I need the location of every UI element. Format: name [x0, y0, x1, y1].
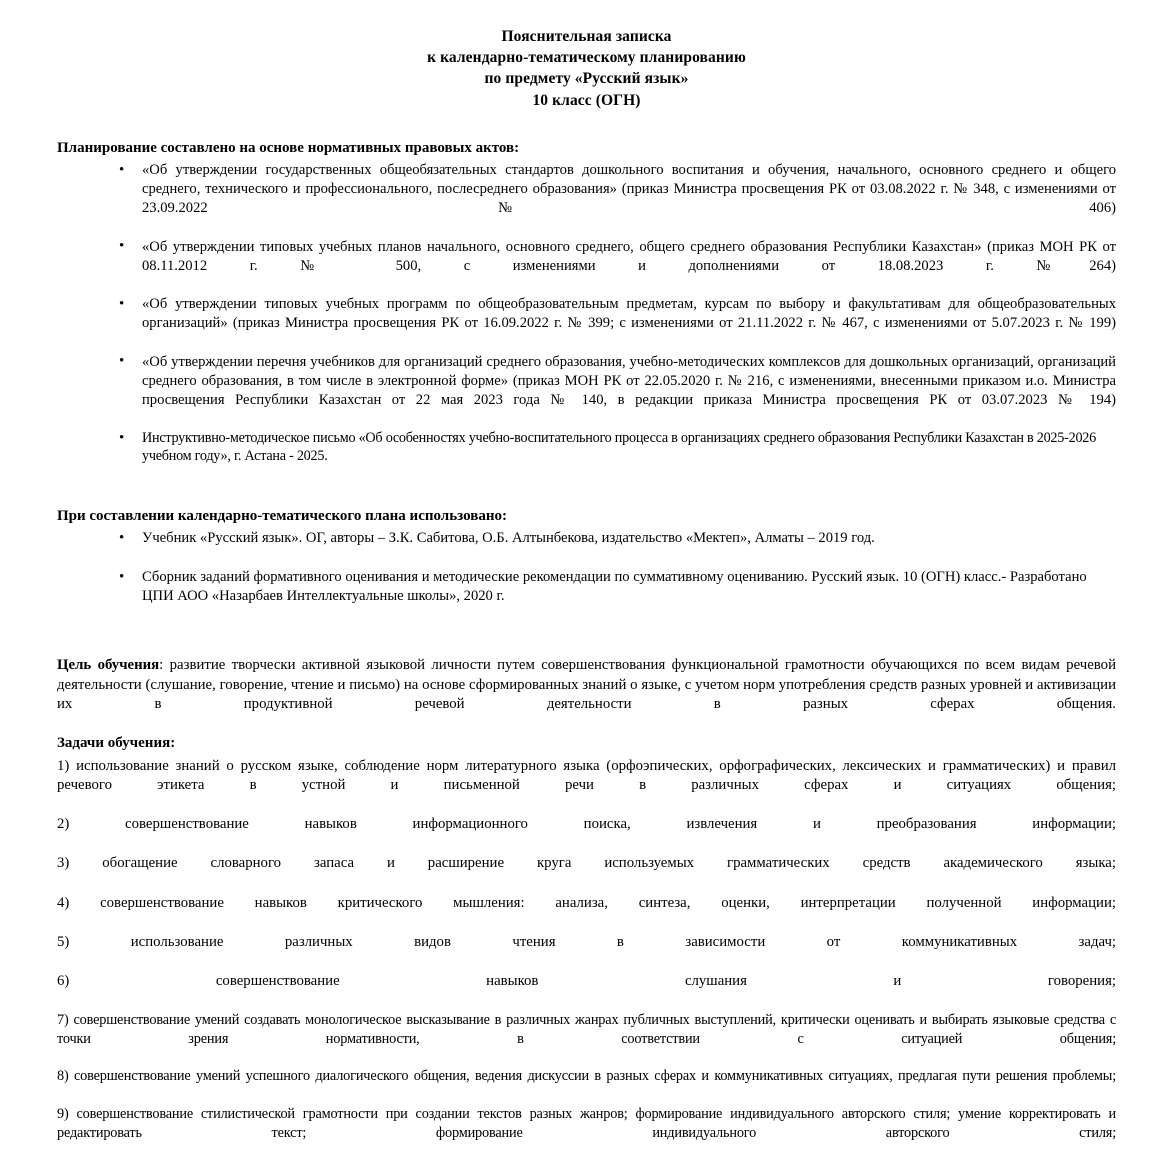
list-item: 9) совершенствование стилистической грамотности при создании текстов разных жанров; формирование индивидуального авторского стиля; умение корректировать и редактировать текст; формирование индивидуального авторского стиля; — [57, 1106, 1116, 1141]
list-item: 3) обогащение словарного запаса и расширение круга используемых грамматических средств академического языка; — [57, 855, 1116, 872]
sources-used-list — [57, 529, 1116, 625]
title-line-1: Пояснительная записка — [501, 28, 672, 45]
section-heading-learning-tasks: Задачи обучения: — [57, 735, 176, 752]
list-item: • Инструктивно-методическое письмо «Об особенностях учебно-воспитательного процесса в организациях среднего образования Республики Казахстан в 2025-2026 учебном году», г. Астана - 2025. — [57, 429, 1116, 484]
section-learning-tasks — [57, 734, 1116, 1161]
learning-tasks-list — [57, 757, 1116, 1162]
normative-acts-list — [57, 161, 1116, 484]
list-item: • «Об утверждении типовых учебных планов начального, основного среднего, общего среднего образования Республики Казахстан» (приказ МОН РК от 08.11.2012 г. № 500, с изменениями и дополнениями от 18.08.2023 г. №264) — [57, 238, 1116, 295]
list-item: • Сборник заданий формативного оценивания и методические рекомендации по суммативному оцениванию. Русский язык. 10 (ОГН) класс.- Разработано ЦПИ АОО «Назарбаев Интеллектуальные школы», 2020 г. — [57, 568, 1116, 625]
section-heading-sources-used: При составлении календарно-тематического плана использовано: — [57, 507, 507, 524]
section-sources-used — [57, 507, 1116, 625]
list-item: 5) использование различных видов чтения в зависимости от коммуникативных задач; — [57, 933, 1116, 950]
page-title — [57, 26, 1116, 111]
list-item: • Учебник «Русский язык». ОГ, авторы – З.К. Сабитова, О.Б. Алтынбекова, издательство «Мектеп», Алматы – 2019 год. — [57, 529, 1116, 567]
learning-goal-text: : развитие творчески активной языковой личности путем совершенствования функциональной грамотности обучающихся по всем видам речевой деятельности (слушание, говорение, чтение и письмо) на основе сформированных знаний о языке, с учетом норм употребления средств разных уровней и активизации их в продуктивной речевой деятельности в разных сферах общения. — [57, 657, 1116, 713]
spacer — [57, 626, 1116, 656]
section-learning-goal — [57, 656, 1116, 734]
title-line-3: по предмету «Русский язык» — [484, 70, 689, 88]
list-item: • «Об утверждении государственных общеобязательных стандартов дошкольного воспитания и обучения, начального, основного среднего и общего среднего, технического и профессионального, послесреднего образования» (приказ Министра просвещения РК от 03.08.2022 г. № 348, с изменениями от 23.09.2022 № 406) — [57, 161, 1116, 237]
spacer — [57, 485, 1116, 507]
list-item: • «Об утверждении перечня учебников для организаций среднего образования, учебно-методических комплексов для дошкольных организаций, организаций среднего образования, в том числе в электронной форме» (приказ МОН РК от 22.05.2020 г. № 216, с изменениями, внесенными приказом и.о. Министра просвещения Республики Казахстан от 22 мая 2023 года № 140, в редакции приказа Министра просвещения РК от 03.07.2023 № 194) — [57, 353, 1116, 429]
section-normative-acts — [57, 139, 1116, 484]
learning-goal-paragraph — [57, 656, 1116, 734]
title-line-2: к календарно-тематическому планированию — [427, 49, 746, 67]
learning-goal-label: Цель обучения — [57, 657, 160, 674]
list-item: 2) совершенствование навыков информационного поиска, извлечения и преобразования информации; — [57, 816, 1116, 833]
list-item: 8) совершенствование умений успешного диалогического общения, ведения дискуссии в разных сферах и коммуникативных ситуациях, предлагая пути решения проблемы; — [57, 1068, 1116, 1085]
section-heading-normative-acts: Планирование составлено на основе нормативных правовых актов: — [57, 139, 520, 156]
list-item: 1) использование знаний о русском языке, соблюдение норм литературного языка (орфоэпических, орфографических, лексических и грамматических) и правил речевого этикета в устной и письменной речи в различных сферах и ситуациях общения; — [57, 757, 1116, 794]
list-item: • «Об утверждении типовых учебных программ по общеобразовательным предметам, курсам по выбору и факультативам для общеобразовательных организаций» (приказ Министра просвещения РК от 16.09.2022 г. № 399; с изменениями от 21.11.2022 г. № 467, с изменениями от 5.07.2023 г. № 199) — [57, 295, 1116, 352]
list-item: 6) совершенствование навыков слушания и говорения; — [57, 972, 1116, 989]
list-item: 7) совершенствование умений создавать монологическое высказывание в различных жанрах публичных выступлений, критически оценивать и выбирать языковые средства с точки зрения нормативности, в соответствии с ситуацией общения; — [57, 1011, 1116, 1047]
list-item: 4) совершенствование навыков критического мышления: анализа, синтеза, оценки, интерпретации полученной информации; — [57, 894, 1116, 911]
title-line-4: 10 класс (ОГН) — [532, 91, 641, 109]
